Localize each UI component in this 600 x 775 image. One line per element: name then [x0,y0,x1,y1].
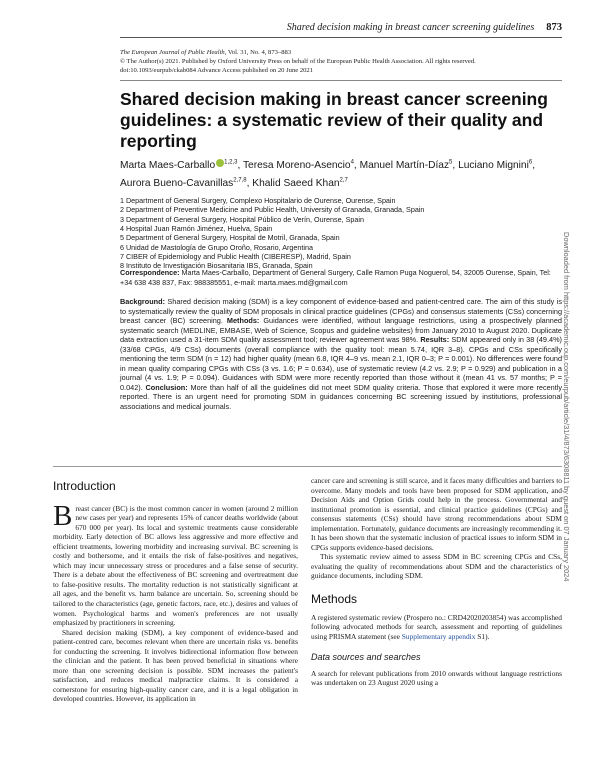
abstract-results-label: Results: [418,335,450,344]
methods-heading: Methods [311,592,358,607]
author-affiliation-marker: 4 [350,160,354,166]
article-title: Shared decision making in breast cancer screening guidelines: a systematic review of their quality and reporting [120,89,548,151]
copyright-line: © The Author(s) 2021. Published by Oxford University Press on behalf of the European Public Health Association. All rights reserved. [120,58,476,65]
drop-cap: B [53,499,73,532]
abstract-methods: Guidances were identified, without language restrictions, using a prospectively planned systematic search (MEDLINE, EMBASE, Web of Science, Scopus and guideline websites) from January 2010 to August 2020. Duplicate data extraction used a 31-item SDM quality assessment tool; reviewer agreement was 98%. [120,316,562,344]
author-affiliation-marker: 5 [449,160,453,166]
methods-paragraph-1 [311,613,562,642]
author-separator: , [532,160,536,172]
author-separator: , [353,160,360,172]
affiliation-item: 6 Unidad de Mastología de Grupo Oroño, Rosario, Argentina [120,242,313,252]
methods-paragraph-1-start: A registered systematic review (Prospero no.: CRD42020203854) was accomplished following advocated methods for search, assessment and reporting of guidelines using PRISMA statement (see [311,612,562,641]
introduction-heading: Introduction [53,479,116,493]
intro-paragraph-1-text: reast cancer (BC) is the most common cancer in women (around 2 million new cases per year) and represents 15% of cancer deaths worldwide (about 670 000 per year). Its local and systemic treatments cause considerable morbidity. Early detection of BC allows less aggressive and more effective and efficient treatments, lowering morbidity and increasing survival. BC screening is costly and bothersome, and it entails the risk of false-positives and negatives, which may incur unnecessary stress or procedures and a false sense of security. There is a debate about the effectiveness of BC screening and overtreatment due to false-positive results. The mortality reduction is not statistically significant at all ages, and the benefit vs. harm balance are uncertain. So, screening should be tailored to the characteristics (age, genetic factors, race, etc.), desires and values of women. Psychological harms and women's preferences are not usually emphasized by practitioners in screening. [53,503,298,628]
intro-paragraph-1 [53,499,298,628]
journal-citation [120,48,562,57]
author-entry [243,160,360,171]
author-entry [120,160,243,171]
intro-paragraph-4: This systematic review aimed to assess SDM in BC screening CPGs and CSs, evaluating the quality of recommendations about SDM and the characteristics of guidance documents, including SDM. [311,552,562,581]
journal-volume: Vol. 31, No. 4, 873–883 [226,49,292,56]
page-number: 873 [546,22,562,33]
abstract [120,297,562,411]
affiliation-item: 8 Instituto de Investigación Biosanitaria IBS, Granada, Spain [120,261,313,271]
author-name[interactable]: Luciano Mignini [458,160,529,172]
author-entry [360,160,458,171]
download-watermark: Downloaded from https://academic.oup.com/eurpub/article/31/4/873/6308811 by guest on 07 January 2024 [562,232,571,582]
supplementary-appendix-link[interactable]: Supplementary appendix [401,631,476,641]
author-separator: , [246,177,253,189]
running-head-title: Shared decision making in breast cancer screening guidelines [286,22,535,33]
affiliation-item: 1 Department of General Surgery, Complexo Hospitalario de Ourense, Ourense, Spain [120,196,396,205]
author-entry [252,178,348,189]
author-name[interactable]: Teresa Moreno-Asencio [242,160,351,172]
abstract-conclusion-label: Conclusion: [142,382,188,392]
intro-paragraph-3: cancer care and screening is still scarce, and it faces many difficulties and barriers to overcome. Many models and tools have been proposed for SDM application, and Decision Aids and Option Grids could help in the process. Governmental and institutional promotion is essential, and clinical practice guidelines (CPGs) and consensus statements (CSs) should have strong recommendations about SDM implementation. Fortunately, guidance documents are increasingly recommending it. It has been shown that the systematic inclusion of practical issues to inform SDM in CPGs supports evidence-based decisions. [311,476,562,552]
affiliation-item: 5 Department of General Surgery, Hospital de Motril, Granada, Spain [120,233,340,243]
author-name[interactable]: Marta Maes-Carballo [120,160,216,172]
methods-paragraph-1-end: S1). [475,631,490,641]
abstract-background: Shared decision making (SDM) is a key component of evidence-based and patient-centred care. The aim of this study is to systematically review the quality of SDM proposals in clinical practice guidelines (CPGs) and consensus statements (CSs) concerning breast cancer (BC) screening. [120,297,562,325]
author-entry [120,178,252,189]
author-separator: , [237,160,243,172]
journal-name: The European Journal of Public Health, [120,49,227,56]
data-sources-paragraph: A search for relevant publications from 2010 onwards without language restrictions was undertaken on 23 August 2020 using a [311,668,562,688]
author-name[interactable]: Khalid Saeed Khan [252,177,340,189]
right-column [311,476,562,688]
affiliation-item: 4 Hospital Juan Ramón Jiménez, Huelva, Spain [120,224,273,234]
abstract-divider [53,466,562,467]
correspondence-text[interactable]: Marta Maes-Carballo, Department of General Surgery, Calle Ramon Puga Noguerol, 54, 32005 Ourense, Spain, Tel: +34 638 438 837, Fax: 988385551, e-mail: marta.maes.md@gmail.com [120,268,551,287]
intro-paragraph-2: Shared decision making (SDM), a key component of evidence-based and patient-centred care, becomes relevant when there are uncertain risks vs. benefits for conducting the screening. It involves bidirectional information flow between the clinician and the patient. It has been proved beneficial in situations where more than one screening decision is possible. SDM increases the patient's satisfaction, and reduces medical malpractice claims. It is considered a cornerstone for ensuring high-quality cancer care, and it is a legal obligation in developed countries. However, its application in [53,627,298,704]
header-divider [120,37,562,38]
left-column [53,476,298,704]
author-affiliation-marker: 2,7,8 [233,177,247,184]
abstract-conclusion: More than half of all the guidelines did not meet SDM quality criteria. Those that explored it were more recently reported. There is an urgent need for promoting SDM in guidances concerning BC screening issued by institutions, professional associations and medical journals. [120,382,563,411]
abstract-methods-label: Methods: [222,316,260,325]
abstract-background-label: Background: [120,297,165,306]
running-head [120,22,562,33]
doi-line[interactable]: doi:10.1093/eurpub/ckab084 Advance Access published on 20 June 2021 [120,67,314,74]
author-affiliation-marker: 1,2,3 [224,160,238,166]
author-name[interactable]: Manuel Martín-Díaz [359,160,450,172]
affiliation-item: 7 CIBER of Epidemiology and Public Health (CIBERESP), Madrid, Spain [120,252,351,262]
author-affiliation-marker: 6 [528,160,533,166]
author-affiliation-marker: 2,7 [339,177,348,184]
correspondence [120,268,562,287]
author-list [120,156,566,191]
author-entry [458,160,535,171]
correspondence-label: Correspondence: [120,268,180,277]
affiliation-item: 3 Department of General Surgery, Hospital Público de Verín, Ourense, Spain [120,214,364,224]
author-name[interactable]: Aurora Bueno-Cavanillas [120,177,234,189]
info-divider [120,80,562,81]
journal-info [120,48,562,75]
orcid-icon[interactable] [216,159,224,167]
author-separator: , [452,160,459,172]
abstract-results: SDM appeared only in 38 (49.4%) (33/68 CPGs, 4/9 CSs) documents (overall compliance with the quality tool: mean 5.74, IQR 3–8). CPGs and CSs specifically mentioning the term SDM (n = 12) had higher quality (mean 6.8, IQR 4–9 vs. mean 2.1, IQR 0–3; P = 0.001). No differences were found in mean quality comparing CPGs with CSs (3 vs. 1.6; P = 0.634), use of systematic review (4.2 vs. 2.9; P = 0.929) and publication in a journal (4 vs. 1.9; P = 0.094). Guidances with SDM were more recently reported than those without it (mean 41 vs. 57 months; P = 0.042). [120,335,562,392]
data-sources-heading: Data sources and searches [311,652,421,663]
affiliation-item: 2 Department of Preventive Medicine and Public Health, University of Granada, Granada, Spain [120,205,425,215]
affiliation-list [120,196,562,271]
